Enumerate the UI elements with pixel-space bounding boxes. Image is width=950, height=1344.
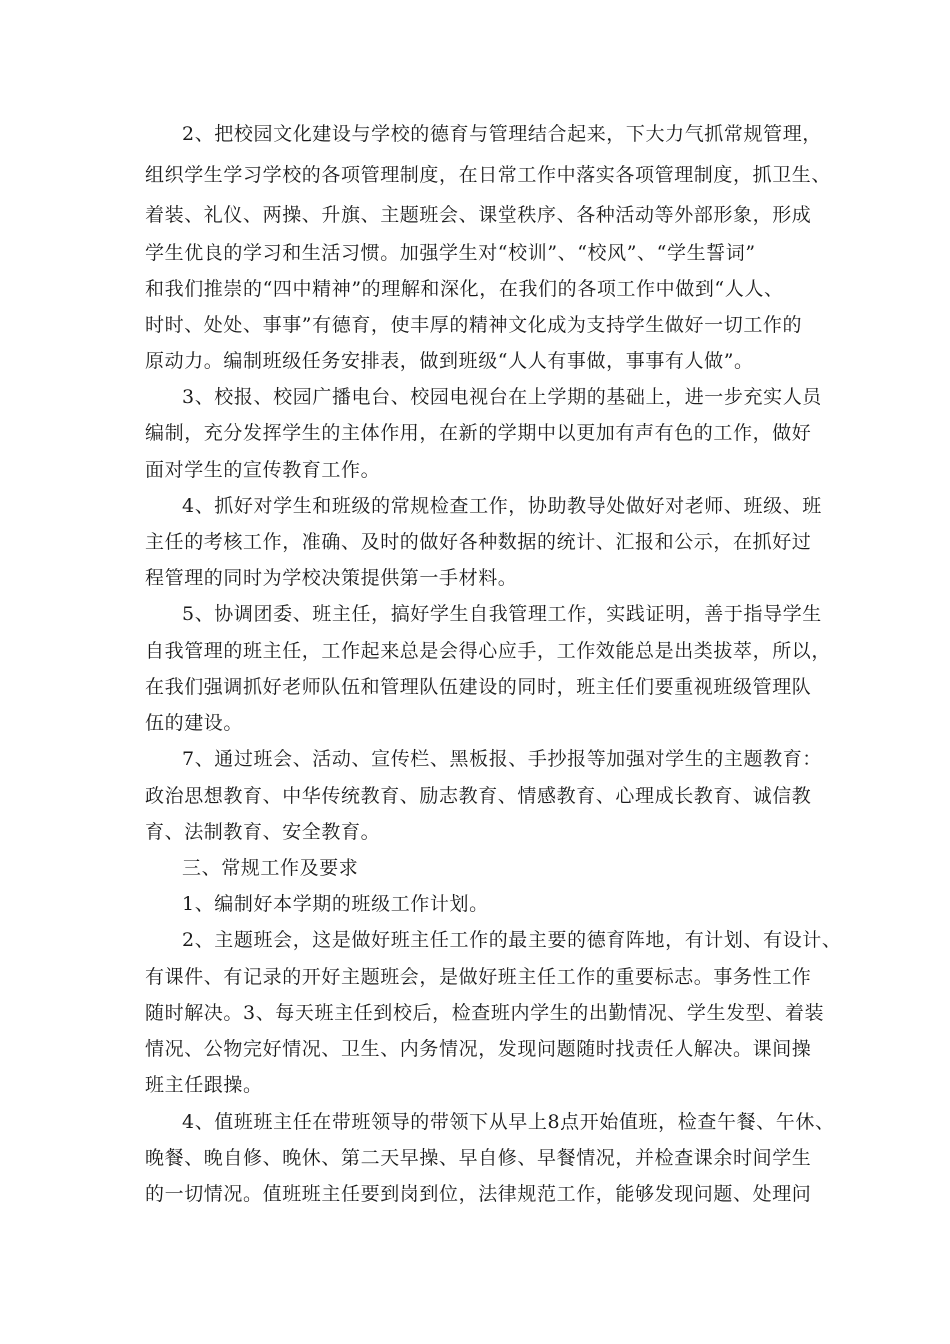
- paragraph-line: 主任的考核工作，准确、及时的做好各种数据的统计、汇报和公示，在抓好过: [145, 531, 812, 553]
- paragraph-line: 有课件、有记录的开好主题班会，是做好班主任工作的重要标志。事务性工作: [145, 966, 812, 988]
- paragraph-line: 的一切情况。值班班主任要到岗到位，法律规范工作，能够发现问题、处理问: [145, 1183, 812, 1205]
- paragraph-line: 1、编制好本学期的班级工作计划。: [182, 893, 489, 915]
- paragraph-line: 面对学生的宣传教育工作。: [145, 459, 381, 481]
- paragraph-line: 时时、处处、事事”有德育，使丰厚的精神文化成为支持学生做好一切工作的: [145, 314, 803, 336]
- paragraph-line: 情况、公物完好情况、卫生、内务情况，发现问题随时找责任人解决。课间操: [145, 1038, 812, 1060]
- paragraph-line: 编制，充分发挥学生的主体作用，在新的学期中以更加有声有色的工作，做好: [145, 422, 812, 444]
- paragraph-line: 自我管理的班主任，工作起来总是会得心应手，工作效能总是出类拔萃，所以，: [145, 640, 832, 662]
- paragraph-line: 程管理的同时为学校决策提供第一手材料。: [145, 567, 518, 589]
- paragraph-line: 学生优良的学习和生活习惯。加强学生对“校训”、“校风”、“学生誓词”: [145, 242, 756, 264]
- paragraph-line: 伍的建设。: [145, 712, 244, 734]
- paragraph-line: 育、法制教育、安全教育。: [145, 821, 381, 843]
- paragraph-line: 班主任跟操。: [145, 1074, 263, 1096]
- paragraph-line: 2、把校园文化建设与学校的德育与管理结合起来，下大力气抓常规管理，: [182, 123, 822, 145]
- paragraph-line: 政治思想教育、中华传统教育、励志教育、情感教育、心理成长教育、诚信教: [145, 785, 812, 807]
- paragraph-line: 和我们推崇的“四中精神”的理解和深化，在我们的各项工作中做到“人人、: [145, 278, 784, 300]
- paragraph-line: 随时解决。3、每天班主任到校后，检查班内学生的出勤情况、学生发型、着装: [145, 1002, 825, 1024]
- paragraph-line: 4、值班班主任在带班领导的带领下从早上8点开始值班，检查午餐、午休、: [182, 1111, 835, 1133]
- paragraph-line: 4、抓好对学生和班级的常规检查工作，协助教导处做好对老师、班级、班: [182, 495, 822, 517]
- paragraph-line: 原动力。编制班级任务安排表，做到班级“人人有事做，事事有人做”。: [145, 350, 754, 372]
- paragraph-line: 7、通过班会、活动、宣传栏、黑板报、手抄报等加强对学生的主题教育：: [182, 748, 822, 770]
- section-heading: 三、常规工作及要求: [182, 857, 359, 879]
- paragraph-line: 在我们强调抓好老师队伍和管理队伍建设的同时，班主任们要重视班级管理队: [145, 676, 812, 698]
- paragraph-line: 着装、礼仪、两操、升旗、主题班会、课堂秩序、各种活动等外部形象，形成: [145, 204, 812, 226]
- paragraph-line: 晚餐、晚自修、晚休、第二天早操、早自修、早餐情况，并检查课余时间学生: [145, 1147, 812, 1169]
- paragraph-line: 3、校报、校园广播电台、校园电视台在上学期的基础上，进一步充实人员: [182, 386, 822, 408]
- paragraph-line: 组织学生学习学校的各项管理制度，在日常工作中落实各项管理制度，抓卫生、: [145, 164, 832, 186]
- paragraph-line: 2、主题班会，这是做好班主任工作的最主要的德育阵地，有计划、有设计、: [182, 929, 842, 951]
- paragraph-line: 5、协调团委、班主任，搞好学生自我管理工作，实践证明，善于指导学生: [182, 603, 822, 625]
